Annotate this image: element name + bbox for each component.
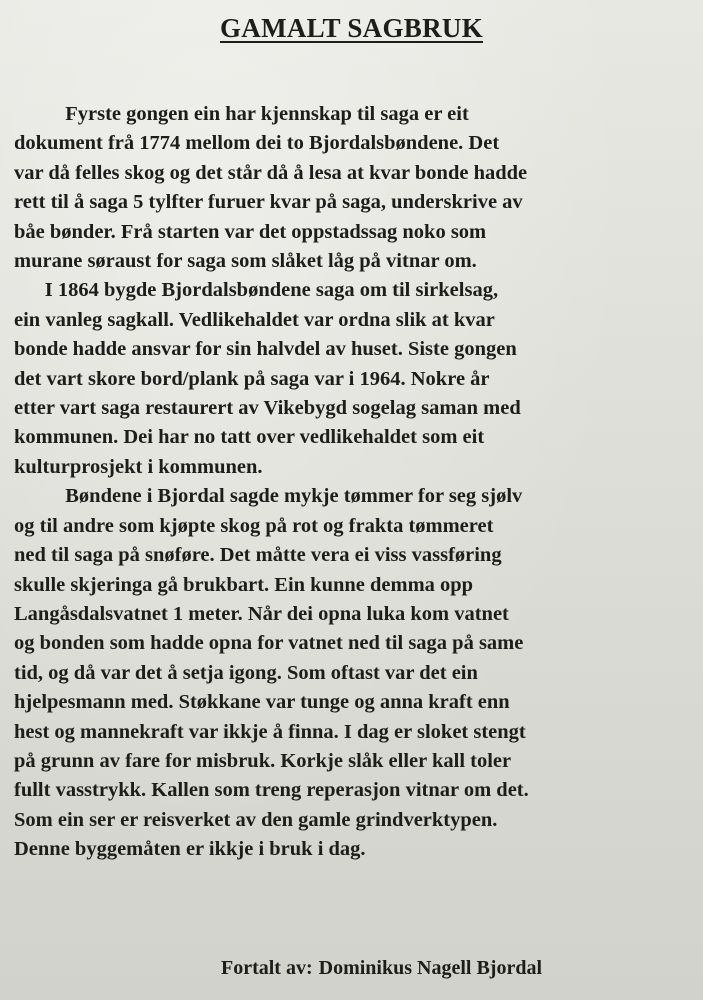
- text-line: Bøndene i Bjordal sagde mykje tømmer for seg sjølv: [14, 485, 523, 508]
- text-line: var då felles skog og det står då å lesa at kvar bonde hadde: [14, 161, 528, 184]
- text-line: Fyrste gongen ein har kjennskap til saga er eit: [14, 103, 469, 125]
- text-line: Som ein ser er reisverket av den gamle grindverktypen.: [14, 808, 498, 831]
- title-text: GAMALT SAGBRUK: [219, 13, 483, 43]
- page-title: [0, 8, 703, 48]
- signature-name: Dominikus Nagell Bjordal: [318, 957, 542, 979]
- text-line: og bonden som hadde opna for vatnet ned til saga på same: [14, 632, 524, 655]
- text-line: bonde hadde ansvar for sin halvdel av huset. Siste gongen: [14, 338, 517, 361]
- signature-label: Fortalt av:: [221, 957, 313, 979]
- text-line: murane søraust for saga som slåket låg på vitnar om.: [14, 250, 477, 273]
- text-line: Denne byggemåten er ikkje i bruk i dag.: [14, 838, 366, 861]
- text-line: kommunen. Dei har no tatt over vedlikehaldet som eit: [14, 426, 485, 449]
- text-line: Langåsdalsvatnet 1 meter. Når dei opna luka kom vatnet: [14, 602, 509, 625]
- text-line: I 1864 bygde Bjordalsbøndene saga om til sirkelsag,: [14, 279, 499, 302]
- text-line: ein vanleg sagkall. Vedlikehaldet var ordna slik at kvar: [14, 308, 495, 331]
- text-line: hest og mannekraft var ikkje å finna. I dag er sloket stengt: [14, 720, 526, 743]
- text-line: og til andre som kjøpte skog på rot og frakta tømmeret: [14, 514, 494, 537]
- text-line: ned til saga på snøføre. Det måtte vera ei viss vassføring: [14, 544, 502, 567]
- text-line: skulle skjeringa gå brukbart. Ein kunne demma opp: [14, 573, 474, 596]
- text-line: på grunn av fare for misbruk. Korkje slåk eller kall toler: [14, 749, 512, 772]
- text-line: rett til å saga 5 tylfter furuer kvar på saga, underskrive av: [14, 191, 523, 214]
- text-line: båe bønder. Frå starten var det oppstadssag noko som: [14, 220, 487, 243]
- body-text: [14, 100, 703, 865]
- text-line: kulturprosjekt i kommunen.: [14, 455, 263, 478]
- text-line: det vart skore bord/plank på saga var i 1964. Nokre år: [14, 367, 490, 390]
- text-line: dokument frå 1774 mellom dei to Bjordalsbøndene. Det: [14, 132, 500, 155]
- text-line: etter vart saga restaurert av Vikebygd sogelag saman med: [14, 397, 521, 420]
- text-line: fullt vasstrykk. Kallen som treng reperasjon vitnar om det.: [14, 779, 529, 802]
- text-line: hjelpesmann med. Støkkane var tunge og anna kraft enn: [14, 691, 510, 714]
- text-line: tid, og då var det å setja igong. Som oftast var det ein: [14, 661, 478, 684]
- signature: [0, 954, 703, 982]
